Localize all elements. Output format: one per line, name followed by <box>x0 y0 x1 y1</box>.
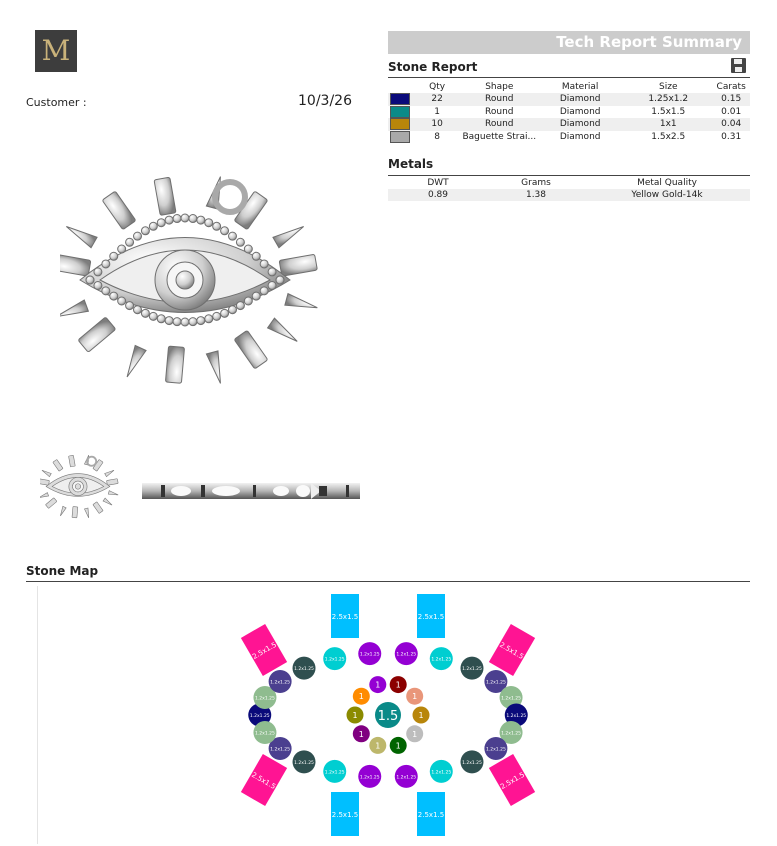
pave-bead <box>197 216 205 224</box>
spike <box>273 221 307 247</box>
baguette-stone <box>417 792 445 836</box>
baguette-setting <box>78 317 116 352</box>
stone-label: 1.2x1.25 <box>462 667 482 673</box>
spike <box>206 351 226 385</box>
pave-bead <box>118 245 126 253</box>
round-stone <box>358 765 381 788</box>
pave-bead <box>244 245 252 253</box>
stone-label: 1 <box>395 741 401 751</box>
pave-bead <box>141 227 149 235</box>
round-stone <box>293 657 316 680</box>
baguette-label: 2.5x1.5 <box>417 811 445 819</box>
table-header-row <box>388 81 750 93</box>
pave-bead <box>173 215 181 223</box>
stone-label: 1.2x1.25 <box>431 770 452 776</box>
spike <box>59 506 66 516</box>
baguette-setting <box>102 191 136 230</box>
inner-stone <box>353 725 370 742</box>
pave-bead <box>126 238 134 246</box>
pave-bead <box>94 281 102 289</box>
stone-label: 1.2x1.25 <box>506 714 527 719</box>
pave-bead <box>110 292 118 300</box>
stone-label: 1 <box>358 692 364 702</box>
baguette-setting <box>69 455 76 467</box>
round-stone <box>323 647 346 670</box>
metals-rule <box>388 175 750 176</box>
baguette-setting <box>234 330 268 369</box>
pave-bead <box>221 309 229 317</box>
baguette-setting <box>40 479 49 486</box>
pave-bead <box>252 252 260 260</box>
table-row <box>388 106 750 119</box>
pave-bead <box>149 222 157 230</box>
pave-bead <box>252 292 260 300</box>
baguette-label: 2.5x1.5 <box>417 613 445 621</box>
stone-label: 1.2x1.25 <box>396 775 417 781</box>
center-stone <box>375 702 401 728</box>
stone-label: 1 <box>412 692 418 702</box>
stone-carats: 0.04 <box>721 119 742 130</box>
pave-bead <box>157 315 165 323</box>
pave-bead <box>221 227 229 235</box>
metal-dwt: 0.89 <box>427 190 449 200</box>
stone-size: 1.5x2.5 <box>651 131 686 142</box>
pave-bead <box>276 276 284 284</box>
stone-color-cell <box>388 93 412 106</box>
spike <box>41 469 51 477</box>
inner-stone <box>369 737 386 754</box>
spike <box>285 294 319 314</box>
pave-bead <box>102 260 110 268</box>
pave-bead <box>134 232 142 240</box>
stone-label: 1.2x1.25 <box>359 775 380 781</box>
table-row <box>388 118 750 131</box>
header-shape: Shape <box>485 82 514 92</box>
spike <box>105 469 115 477</box>
baguette-setting <box>107 479 119 486</box>
stone-qty: 22 <box>431 94 443 105</box>
round-stone <box>323 760 346 783</box>
baguette-stone <box>489 624 535 676</box>
pave-bead <box>181 318 189 326</box>
stone-map-title: Stone Map <box>26 564 99 578</box>
stone-carats: 0.15 <box>721 94 742 105</box>
baguette-setting <box>165 346 184 383</box>
pave-bead <box>260 260 268 268</box>
metal-quality: Yellow Gold-14k <box>631 190 703 200</box>
pave-bead <box>165 216 173 224</box>
pave-bead <box>149 312 157 320</box>
pave-bead <box>157 219 165 227</box>
spike <box>122 345 146 379</box>
stone-size: 1.25x1.2 <box>648 94 689 105</box>
stone-material: Diamond <box>559 94 601 105</box>
stone-label: 1.2x1.25 <box>501 696 521 702</box>
spike <box>103 498 113 507</box>
round-stone <box>460 657 483 680</box>
round-stone <box>253 721 276 744</box>
baguette-setting <box>60 254 91 276</box>
stone-label: 1.2x1.25 <box>462 760 482 766</box>
stone-size: 1.5x1.5 <box>651 106 686 117</box>
pave-bead <box>141 309 149 317</box>
pave-bead <box>197 317 205 325</box>
pave-bead <box>181 214 189 222</box>
stone-label: 1 <box>412 729 418 739</box>
header-metal-quality: Metal Quality <box>637 178 697 188</box>
inner-stone <box>406 725 423 742</box>
pave-bead <box>86 276 94 284</box>
inner-stone <box>390 676 407 693</box>
stone-shape: Round <box>485 94 514 105</box>
round-stone <box>430 760 453 783</box>
pave-bead <box>94 268 102 276</box>
swatch-header <box>388 81 412 93</box>
pave-bead <box>229 306 237 314</box>
stone-color-swatch <box>390 106 410 118</box>
pave-bead <box>260 287 268 295</box>
inner-stone <box>413 707 430 724</box>
stone-material: Diamond <box>559 131 601 142</box>
spike <box>84 508 90 518</box>
header-qty: Qty <box>429 82 446 92</box>
table-row <box>388 93 750 106</box>
stone-label: 1.2x1.25 <box>431 657 452 663</box>
header-carats: Carats <box>716 82 746 92</box>
stone-material: Diamond <box>559 106 601 117</box>
stone-qty: 1 <box>434 106 441 117</box>
round-stone <box>484 737 507 760</box>
pave-bead <box>173 318 181 326</box>
metals-title: Metals <box>388 157 434 171</box>
baguette-stone <box>489 754 535 806</box>
stone-label: 1.2x1.25 <box>270 747 291 753</box>
baguette-stone <box>331 792 359 836</box>
pave-bead <box>205 219 213 227</box>
stone-label: 1.2x1.25 <box>255 731 275 737</box>
stone-size: 1x1 <box>659 119 677 130</box>
stone-label: 1.2x1.25 <box>294 760 314 766</box>
stone-label: 1 <box>375 741 381 751</box>
baguette-setting <box>45 498 56 509</box>
baguette-label: 2.5x1.5 <box>251 640 278 661</box>
stone-map-rule <box>26 581 750 582</box>
table-header-row <box>388 177 750 189</box>
stone-label: 1.2x1.25 <box>249 714 270 719</box>
round-stone <box>358 642 381 665</box>
pave-bead <box>102 287 110 295</box>
report-date: 10/3/26 <box>298 93 352 109</box>
stone-label: 1.2x1.25 <box>485 747 506 753</box>
inner-stone <box>369 676 386 693</box>
baguette-label: 2.5x1.5 <box>499 770 526 791</box>
baguette-setting <box>53 459 63 471</box>
baguette-label: 2.5x1.5 <box>498 640 525 661</box>
spike <box>40 493 49 500</box>
baguette-label: 2.5x1.5 <box>331 811 359 819</box>
pave-bead <box>134 306 142 314</box>
stone-label: 1.2x1.25 <box>270 680 291 686</box>
bail-ring <box>215 182 245 212</box>
stone-material: Diamond <box>559 119 601 130</box>
round-stone <box>430 647 453 670</box>
round-stone <box>293 750 316 773</box>
baguette-stone <box>241 754 287 806</box>
pave-bead <box>118 297 126 305</box>
pave-bead <box>189 215 197 223</box>
stone-color-cell <box>388 118 412 131</box>
pave-bead <box>110 252 118 260</box>
round-stone <box>460 750 483 773</box>
baguette-setting <box>279 254 317 276</box>
inner-stone <box>406 688 423 705</box>
baguette-label: 2.5x1.5 <box>331 613 359 621</box>
baguette-setting <box>72 507 78 518</box>
pave-bead <box>244 297 252 305</box>
stone-color-swatch <box>390 118 410 130</box>
stone-carats: 0.01 <box>721 106 742 117</box>
pendant-thumb-side <box>141 478 361 504</box>
baguette-setting <box>93 502 103 514</box>
brand-logo: M <box>35 30 77 72</box>
inner-stone <box>353 688 370 705</box>
stone-shape: Round <box>485 119 514 130</box>
header-material: Material <box>561 82 599 92</box>
stone-color-swatch <box>390 93 410 105</box>
spike <box>63 221 97 247</box>
stone-color-cell <box>388 131 412 144</box>
stone-report-title: Stone Report <box>388 60 478 74</box>
baguette-stone <box>241 624 287 676</box>
stone-label: 1 <box>375 680 381 690</box>
spike <box>60 300 88 322</box>
stone-label: 1 <box>352 711 358 720</box>
stone-color-swatch <box>390 131 410 143</box>
pave-bead <box>268 281 276 289</box>
pave-bead <box>236 302 244 310</box>
pave-bead <box>126 302 134 310</box>
stone-label: 1.2x1.25 <box>324 770 345 776</box>
table-row <box>388 189 750 201</box>
spike <box>268 318 301 346</box>
header-dwt: DWT <box>427 178 449 188</box>
stone-label: 1.2x1.25 <box>485 680 506 686</box>
header-size: Size <box>659 82 678 92</box>
center-stone <box>75 484 80 489</box>
pave-bead <box>213 222 221 230</box>
stone-label: 1.2x1.25 <box>324 657 345 663</box>
baguette-stone <box>331 594 359 638</box>
stone-qty: 8 <box>434 131 441 142</box>
stone-shape: Baguette Strai... <box>462 131 537 142</box>
inner-stone <box>390 737 407 754</box>
metal-grams: 1.38 <box>525 190 547 200</box>
stone-label: 1 <box>395 680 401 690</box>
inner-stone <box>347 707 364 724</box>
stone-report-rule <box>388 77 750 78</box>
stone-label: 1.2x1.25 <box>501 731 521 737</box>
center-stone <box>176 271 194 289</box>
stone-map-diagram <box>238 588 538 844</box>
baguette-setting <box>154 177 176 215</box>
stone-label: 1.2x1.25 <box>396 652 417 658</box>
pave-bead <box>213 312 221 320</box>
stone-carats: 0.31 <box>721 131 742 142</box>
round-stone <box>395 642 418 665</box>
stone-report-table <box>388 81 750 143</box>
pave-bead <box>229 232 237 240</box>
pave-bead <box>165 317 173 325</box>
metals-table <box>388 177 750 201</box>
stone-color-cell <box>388 106 412 119</box>
stone-qty: 10 <box>431 119 443 130</box>
banner-title: Tech Report Summary <box>556 33 742 51</box>
stone-label: 1.2x1.25 <box>255 696 275 702</box>
stone-label: 1.2x1.25 <box>359 652 380 658</box>
report-banner <box>388 31 750 54</box>
baguette-stone <box>417 594 445 638</box>
stone-label: 1.5 <box>377 709 399 724</box>
spike <box>108 491 118 497</box>
pendant-thumb-front <box>40 452 122 524</box>
table-row <box>388 131 750 144</box>
stone-label: 1.2x1.25 <box>294 667 314 673</box>
header-grams: Grams <box>521 178 551 188</box>
stone-shape: Round <box>485 106 514 117</box>
pave-bead <box>189 318 197 326</box>
stone-label: 1 <box>418 711 424 720</box>
round-stone <box>395 765 418 788</box>
pendant-render-main <box>60 175 330 395</box>
save-icon[interactable] <box>731 58 746 73</box>
pave-bead <box>236 238 244 246</box>
baguette-label: 2.5x1.5 <box>250 770 277 791</box>
pave-bead <box>205 315 213 323</box>
stone-label: 1 <box>358 729 364 739</box>
pave-bead <box>268 268 276 276</box>
round-stone <box>269 670 292 693</box>
customer-label: Customer : <box>26 96 87 109</box>
